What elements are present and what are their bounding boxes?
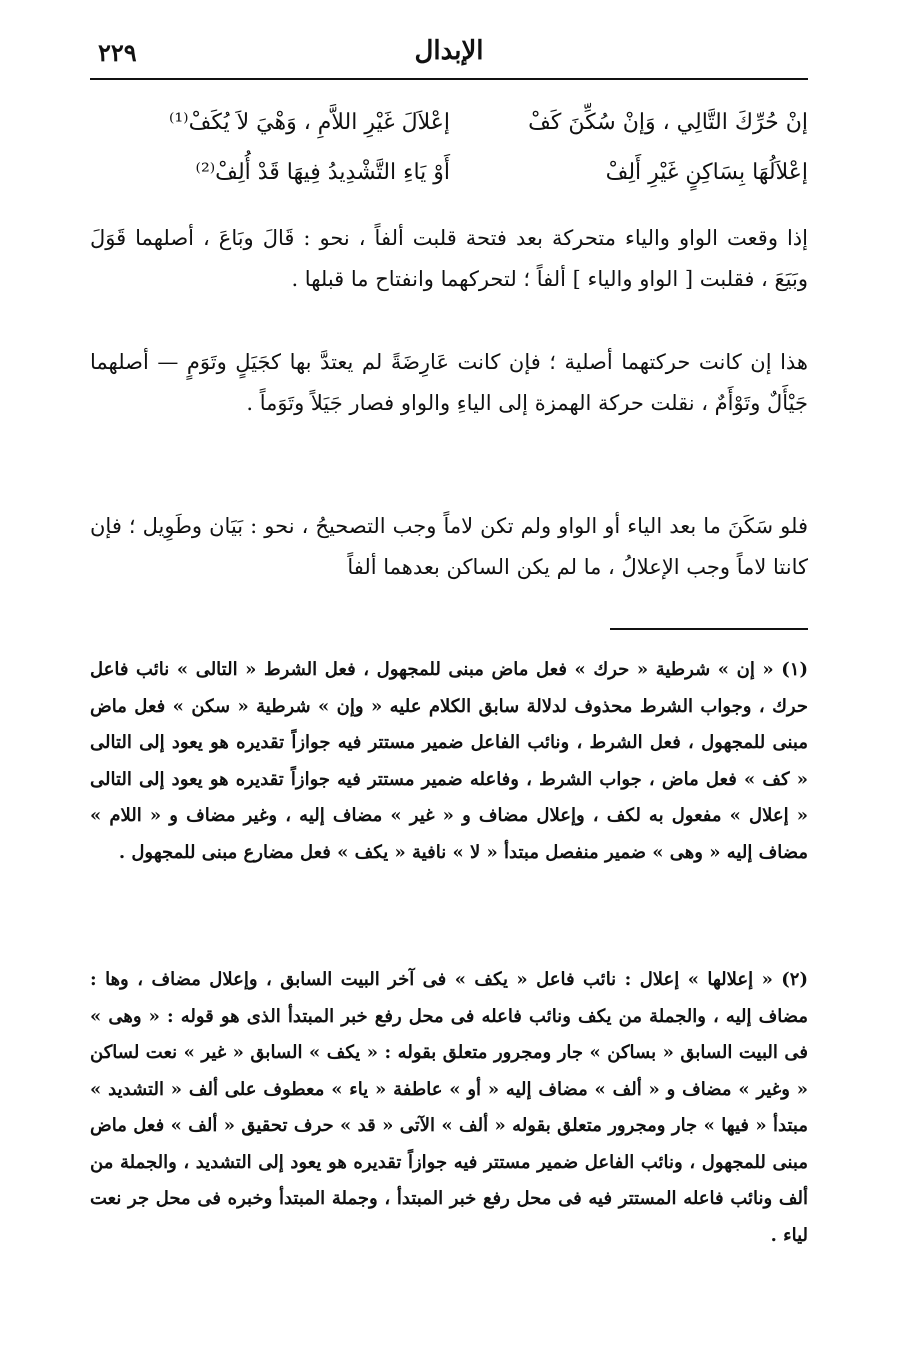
verse-second-hemistich: أَوْ يَاءِ التَّشْدِيدُ فِيهَا قَدْ أُلِفْ⁽²⁾	[195, 160, 450, 185]
running-header	[90, 34, 808, 80]
page-number: ٢٢٩	[98, 38, 137, 67]
body-paragraph: فلو سَكَنَ ما بعد الياء أو الواو ولم تكن لاماً وجب التصحيحُ ، نحو : بَيَان وطَوِيل ؛ فإن كانتا لاماً وجب الإعلالُ ، ما لم يكن الساكن بعدهما ألفاً	[90, 514, 808, 579]
body-paragraph: إذا وقعت الواو والياء متحركة بعد فتحة قلبت ألفاً ، نحو : قَالَ وبَاعَ ، أصلهما قَوَلَ وبَيَعَ ، فقلبت [ الواو والياء ] ألفاً ؛ لتحركهما وانفتاح ما قبلها .	[90, 226, 808, 291]
footnote-separator	[610, 628, 808, 630]
verse-line	[90, 110, 808, 154]
footnote: (١) « إن » شرطية « حرك » فعل ماض مبنى للمجهول ، فعل الشرط « التالى » نائب فاعل حرك ، وجواب الشرط محذوف لدلالة سابق الكلام عليه « وإن » شرطية « سكن » فعل ماض مبنى للمجهول ، فعل الشرط ، ونائب الفاعل ضمير مستتر فيه جوازاً تقديره هو يعود إلى التالى « كف » فعل ماض ، جواب الشرط ، وفاعله ضمير مستتر فيه جوازاً تقديره هو يعود إلى التالى « إعلال » مفعول به لكف ، وإعلال مضاف و « غير » مضاف إليه ، وغير مضاف و « اللام » مضاف إليه « وهى » ضمير منفصل مبتدأ « لا » نافية « يكف » فعل مضارع مبنى للمجهول .	[90, 659, 808, 863]
verse-line	[90, 160, 808, 204]
verse-first-hemistich: إنْ حُرِّكَ التَّالِي ، وَإنْ سُكِّنَ كَفْ	[528, 110, 808, 135]
footnote: (٢) « إعلالها » إعلال : نائب فاعل « يكف » فى آخر البيت السابق ، وإعلال مضاف ، وها : مضاف إليه ، والجملة من يكف ونائب فاعله فى محل رفع خبر المبتدأ الذى هو قوله : « وهى » فى البيت السابق « بساكن » جار ومجرور متعلق بقوله : « يكف » السابق « غير » نعت لساكن « وغير » مضاف و « ألف » مضاف إليه « أو » عاطفة « ياء » معطوف على ألف « التشديد » مبتدأ « فيها » جار ومجرور متعلق بقوله « ألف » الآتى « قد » حرف تحقيق « ألف » فعل ماض مبنى للمجهول ، ونائب الفاعل ضمير مستتر فيه جوازاً تقديره هو يعود إلى التشديد ، والجملة من ألف ونائب فاعله المستتر فيه فى محل رفع خبر المبتدأ ، وجملة المبتدأ وخبره فى محل جر نعت لياء .	[90, 969, 809, 1246]
body-paragraph: هذا إن كانت حركتهما أصلية ؛ فإن كانت عَارِضَةً لم يعتدَّ بها كجَيَلٍ وتَوَمٍ — أصلهما جَيْأَلٌ وتَوْأَمٌ ، نقلت حركة الهمزة إلى الياءِ والواو فصار جَيَلاً وتَوَماً .	[90, 350, 808, 415]
verse-second-hemistich: إعْلاَلَ غَيْرِ اللاَّمِ ، وَهْيَ لاَ يُكَفْ⁽¹⁾	[168, 110, 450, 135]
verse-first-hemistich: إعْلاَلُهَا بِسَاكِنٍ غَيْرِ أَلِفْ	[605, 160, 808, 185]
chapter-title: الإبدال	[414, 36, 484, 66]
